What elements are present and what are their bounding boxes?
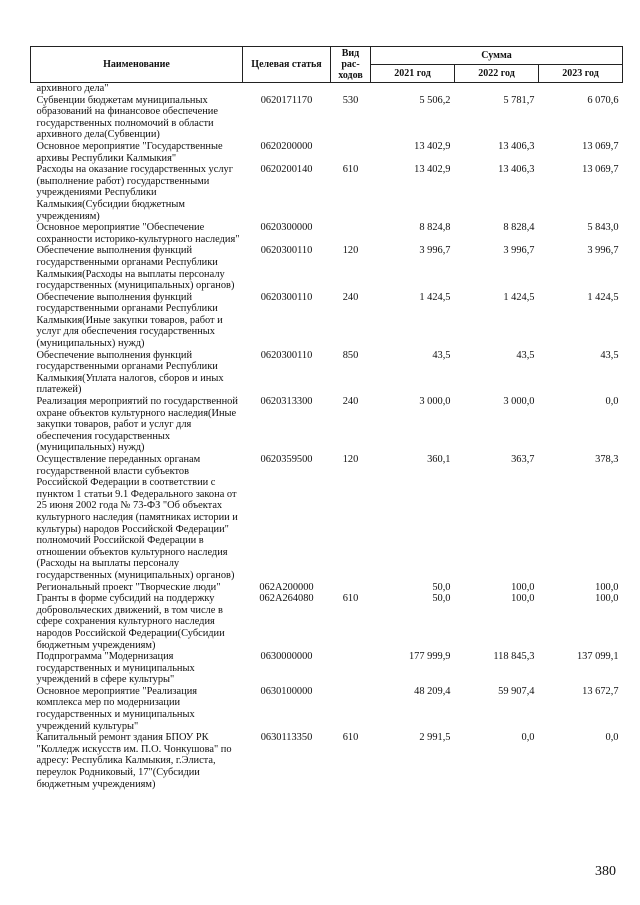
row-expense-type: 610	[342, 732, 359, 744]
budget-table	[30, 46, 623, 790]
row-value-2021: 3 000,0	[419, 396, 451, 408]
row-value-2023: 1 424,5	[587, 291, 619, 303]
header-sum: Сумма	[371, 47, 623, 65]
row-value-2023: 0,0	[605, 396, 619, 408]
row-value-2023: 100,0	[595, 593, 619, 605]
row-value-2021: 48 209,4	[414, 685, 451, 697]
row-name: Региональный проект "Творческие люди"	[36, 581, 221, 593]
row-code: 0620300110	[260, 349, 313, 361]
row-code: 062A264080	[259, 593, 314, 605]
row-value-2021: 177 999,9	[408, 651, 451, 663]
row-code: 0620300110	[260, 291, 313, 303]
row-value-2023: 0,0	[605, 732, 619, 744]
row-value-2023: 6 070,6	[587, 94, 619, 106]
table-row	[31, 582, 623, 594]
table-row	[31, 222, 623, 245]
row-code: 0620200140	[260, 164, 313, 176]
row-value-2023	[539, 83, 623, 95]
row-value-2021: 5 506,2	[419, 94, 451, 106]
row-value-2021: 8 824,8	[419, 222, 451, 234]
page-number: 380	[595, 864, 616, 879]
row-name: Реализация мероприятий по государственной охране объектов культурного наследия(Иные закупки товаров, работ и услуг для обеспечения государственных (муниципальных) нужд)	[36, 396, 238, 454]
row-value-2021: 2 991,5	[419, 732, 451, 744]
row-expense-type: 530	[342, 94, 359, 106]
row-value-2021: 360,1	[427, 454, 451, 465]
row-expense-type	[331, 222, 371, 245]
row-expense-type	[331, 83, 371, 95]
row-value-2022: 59 907,4	[498, 685, 535, 697]
table-row	[31, 651, 623, 686]
row-value-2022: 363,7	[511, 454, 535, 465]
row-code: 0630100000	[260, 685, 313, 697]
row-name: Обеспечение выполнения функций государственными органами Республики Калмыкия(Расходы на выплаты персоналу государственных (муниципальных) органов)	[36, 245, 235, 292]
row-code: 0630000000	[260, 651, 313, 663]
row-name: Расходы на оказание государственных услуг (выполнение работ) государственными учреждениями Республики Калмыкия(Субсидии бюджетным учреждениям)	[36, 164, 233, 222]
row-value-2022: 3 000,0	[503, 396, 535, 408]
row-name: Субвенции бюджетам муниципальных образований на финансовое обеспечение государственных полномочий в области архивного дела(Субвенции)	[36, 94, 218, 141]
header-2023: 2023 год	[539, 65, 623, 83]
table-row	[31, 396, 623, 454]
row-expense-type: 240	[342, 396, 359, 408]
row-value-2022: 8 828,4	[503, 222, 535, 234]
row-value-2021: 50,0	[432, 593, 451, 605]
row-expense-type	[331, 686, 371, 732]
table-row	[31, 454, 623, 582]
row-name: Обеспечение выполнения функций государственными органами Республики Калмыкия(Уплата налогов, сборов и иных платежей)	[36, 349, 224, 396]
row-code: 0620359500	[260, 454, 313, 465]
row-code: 0620313300	[260, 396, 313, 408]
row-code: 062A200000	[259, 581, 314, 593]
row-value-2022: 3 996,7	[503, 245, 535, 257]
row-value-2022: 13 406,3	[498, 164, 535, 176]
row-value-2023: 43,5	[600, 349, 619, 361]
row-expense-type: 610	[342, 164, 359, 176]
row-value-2022: 118 845,3	[493, 651, 535, 663]
row-name: Осуществление переданных органам государственной власти субъектов Российской Федерации в соответствии с пунктом 1 статьи 9.1 Федерального закона от 25 июня 2002 года № 73-ФЗ "Об объектах культурного наследия (памятниках истории и культуры) народов Российской Федерации" полномочий Российской Федерации в отношении объектов культурного наследия (Расходы на выплаты персоналу государственных (муниципальных) органов)	[36, 454, 238, 581]
row-value-2021	[371, 83, 455, 95]
row-value-2023: 5 843,0	[587, 222, 619, 234]
row-value-2023: 137 099,1	[576, 651, 619, 663]
row-value-2023: 13 672,7	[582, 685, 619, 697]
table-row	[31, 164, 623, 222]
header-code: Целевая статья	[243, 47, 331, 83]
row-value-2021: 1 424,5	[419, 291, 451, 303]
row-code: 0630113350	[260, 732, 313, 744]
header-2021: 2021 год	[371, 65, 455, 83]
row-value-2022: 1 424,5	[503, 291, 535, 303]
table-row	[31, 593, 623, 651]
row-name: Обеспечение выполнения функций государственными органами Республики Калмыкия(Иные закупки товаров, работ и услуг для обеспечения государственных (муниципальных) нужд)	[36, 291, 223, 350]
table-header	[31, 47, 623, 83]
row-value-2023: 100,0	[595, 581, 619, 593]
table-row	[31, 292, 623, 350]
row-value-2021: 13 402,9	[414, 164, 451, 176]
table-body	[31, 83, 623, 791]
row-value-2022: 100,0	[511, 593, 535, 605]
row-name: Гранты в форме субсидий на поддержку добровольческих движений, в том числе в сфере сохранения культурного наследия народов Российской Федерации(Субсидии бюджетным учреждениям)	[36, 593, 225, 651]
table-row	[31, 83, 623, 95]
header-2022: 2022 год	[455, 65, 539, 83]
document-page	[30, 46, 622, 790]
row-expense-type	[331, 141, 371, 164]
row-code: 0620300000	[260, 222, 313, 234]
row-expense-type	[331, 651, 371, 686]
row-name: Основное мероприятие "Реализация комплекса мер по модернизации государственных и муниципальных учреждений культуры"	[36, 685, 198, 732]
row-value-2022	[455, 83, 539, 95]
row-value-2023: 378,3	[595, 454, 619, 465]
row-name: архивного дела"	[36, 83, 109, 94]
row-value-2021: 3 996,7	[419, 245, 451, 257]
table-row	[31, 686, 623, 732]
row-value-2023: 13 069,7	[582, 140, 619, 152]
row-value-2023: 13 069,7	[582, 164, 619, 176]
row-expense-type: 240	[342, 291, 359, 303]
header-type: Вид рас-ходов	[331, 47, 371, 83]
row-name: Подпрограмма "Модернизация государственных и муниципальных учреждений в сфере культуры"	[36, 651, 195, 686]
row-code: 0620200000	[260, 140, 313, 152]
row-value-2022: 43,5	[516, 349, 535, 361]
row-value-2021: 13 402,9	[414, 140, 451, 152]
row-name: Основное мероприятие "Обеспечение сохранности историко-культурного наследия"	[36, 222, 240, 245]
row-code	[243, 83, 331, 95]
row-code: 0620300110	[260, 245, 313, 257]
table-row	[31, 95, 623, 141]
row-value-2021: 50,0	[432, 581, 451, 593]
row-value-2021: 43,5	[432, 349, 451, 361]
header-name: Наименование	[31, 47, 243, 83]
row-expense-type: 120	[342, 245, 359, 257]
row-value-2023: 3 996,7	[587, 245, 619, 257]
row-expense-type: 120	[342, 454, 359, 465]
row-expense-type: 850	[342, 349, 359, 361]
row-value-2022: 13 406,3	[498, 140, 535, 152]
row-expense-type: 610	[342, 593, 359, 605]
row-value-2022: 100,0	[511, 581, 535, 593]
row-code: 0620171170	[260, 94, 313, 106]
table-row	[31, 732, 623, 790]
table-row	[31, 245, 623, 291]
row-name: Основное мероприятие "Государственные архивы Республики Калмыкия"	[36, 140, 223, 164]
table-row	[31, 141, 623, 164]
row-expense-type	[331, 582, 371, 594]
row-value-2022: 5 781,7	[503, 94, 535, 106]
row-name: Капитальный ремонт здания БПОУ РК "Колледж искусств им. П.О. Чонкушова" по адресу: Республика Калмыкия, г.Элиста, переулок Родниковый, 17"(Субсидии бюджетным учреждениям)	[36, 732, 232, 790]
row-value-2022: 0,0	[521, 732, 535, 744]
table-row	[31, 350, 623, 396]
